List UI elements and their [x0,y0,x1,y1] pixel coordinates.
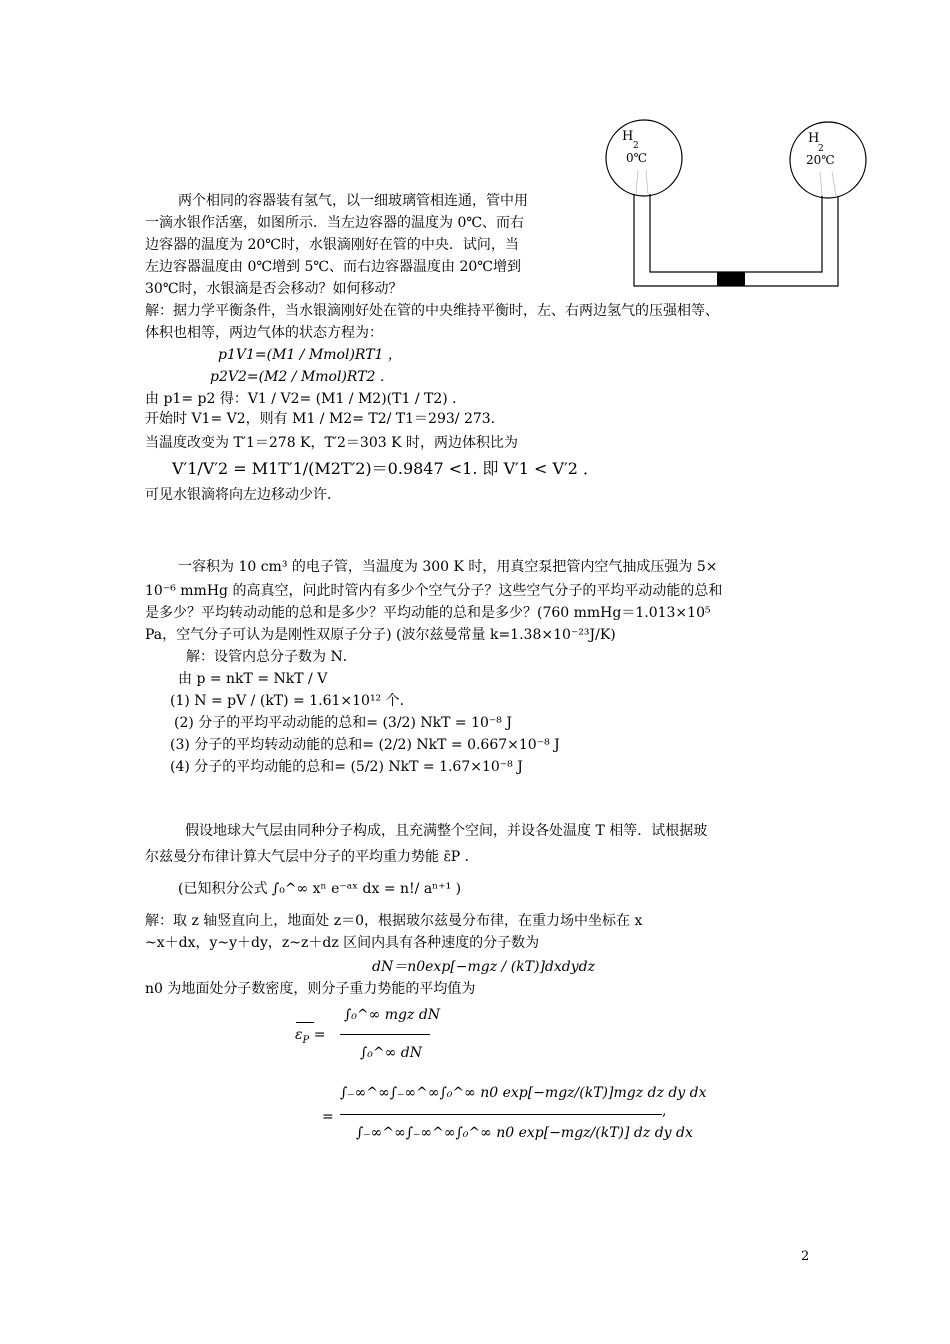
p1-line-7: 体积也相等，两边气体的状态方程为： [145,325,383,341]
p1-line-6: 解：据力学平衡条件，当水银滴刚好处在管的中央维持平衡时，左、右两边氢气的压强相等、 [145,303,719,319]
p3-line-7: n0 为地面处分子数密度，则分子重力势能的平均值为 [145,981,476,997]
formula-2-denominator: ∫₋∞^∞∫₋∞^∞∫₀^∞ n0 exp[−mgz/(kT)] dz dy dx [356,1125,693,1141]
mercury-drop [717,272,745,286]
p1-eq-5: 当温度改变为 T′1＝278 K，T′2＝303 K 时，两边体积比为 [145,435,519,451]
p2-line-3: 是多少？平均转动动能的总和是多少？平均动能的总和是多少？(760 mmHg＝1.013×10⁵ [145,605,711,621]
p1-line-1: 两个相同的容器装有氢气，以一细玻璃管相连通，管中用 [178,193,528,209]
svg-text:0℃: 0℃ [626,151,648,165]
p1-line-2: 一滴水银作活塞，如图所示．当左边容器的温度为 0℃、而右 [145,215,525,231]
svg-text:2: 2 [818,144,824,154]
svg-text:2: 2 [633,141,639,151]
p2-solution-5: (3) 分子的平均转动动能的总和= (2/2) NkT = 0.667×10⁻⁸ J [170,737,560,753]
p3-line-4: 解：取 z 轴竖直向上，地面处 z＝0，根据玻尔兹曼分布律，在重力场中坐标在 x [145,913,643,929]
p3-line-2: 尔兹曼分布律计算大气层中分子的平均重力势能 ε̄P ． [145,849,479,865]
p3-line-5: ~x＋dx，y~y＋dy，z~z＋dz 区间内具有各种速度的分子数为 [145,935,540,951]
formula-2-bar [340,1114,662,1115]
svg-text:H: H [622,129,634,144]
p1-line-4: 左边容器温度由 0℃增到 5℃、而右边容器温度由 20℃增到 [145,259,521,275]
p1-eq-6: V′1/V′2 = M1T′1/(M2T′2)＝0.9847 <1. 即 V′1 < V′2 ． [172,459,599,478]
p2-line-2: 10⁻⁶ mmHg 的高真空，问此时管内有多少个空气分子？这些空气分子的平均平动动能的总和 [145,583,723,599]
svg-text:H: H [808,131,820,146]
p3-integral-hint: (已知积分公式 ∫₀^∞ xⁿ e⁻ᵃˣ dx = n!/ aⁿ⁺¹ ) [178,881,462,897]
p2-solution-4: (2) 分子的平均平动动能的总和= (3/2) NkT = 10⁻⁸ J [174,715,512,731]
apparatus-diagram [600,110,870,300]
p2-solution-2: 由 p = nkT = NkT / V [178,671,328,687]
p2-solution-6: (4) 分子的平均动能的总和= (5/2) NkT = 1.67×10⁻⁸ J [170,759,523,775]
p3-line-1: 假设地球大气层由同种分子构成，且充满整个空间，并设各处温度 T 相等．试根据玻 [185,823,708,839]
formula-1-numerator: ∫₀^∞ mgz dN [344,1007,441,1023]
formula-1-bar [340,1034,430,1035]
p1-conclusion: 可见水银滴将向左边移动少许. [145,487,332,503]
p1-eq-3: 由 p1= p2 得：V1 / V2= (M1 / M2)(T1 / T2) ． [145,391,467,407]
p2-solution-1: 解：设管内总分子数为 N． [186,649,357,665]
p1-eq-4: 开始时 V1= V2，则有 M1 / M2= T2/ T1＝293/ 273． [145,411,505,427]
formula-2-numerator: ∫₋∞^∞∫₋∞^∞∫₀^∞ n0 exp[−mgz/(kT)]mgz dz dy dx [340,1085,707,1101]
page-number: 2 [801,1249,810,1264]
svg-text:20℃: 20℃ [806,153,835,167]
p3-distribution: dN＝n0exp[−mgz / (kT)]dxdydz [372,959,595,975]
p2-solution-3: (1) N = pV / (kT) = 1.61×10¹² 个． [170,693,414,709]
p1-line-5: 30℃时，水银滴是否会移动？如何移动？ [145,281,403,297]
p2-line-4: Pa，空气分子可认为是刚性双原子分子) (波尔兹曼常量 k=1.38×10⁻²³J/K) [145,627,616,643]
epsilon-bar-label: $\varepsilon_P$ = [295,1027,326,1046]
formula-1-denominator: ∫₀^∞ dN [360,1045,422,1061]
equals-sign: = [322,1109,334,1125]
p1-line-3: 边容器的温度为 20℃时，水银滴刚好在管的中央．试问，当 [145,237,519,253]
p2-line-1: 一容积为 10 cm³ 的电子管，当温度为 300 K 时，用真空泵把管内空气抽成压强为 5× [178,559,718,575]
formula-2-comma: , [662,1103,667,1119]
p1-eq-1: p1V1=(M1 / Mmol)RT1 ， [218,347,402,363]
p1-eq-2: p2V2=(M2 / Mmol)RT2 ． [210,369,394,385]
